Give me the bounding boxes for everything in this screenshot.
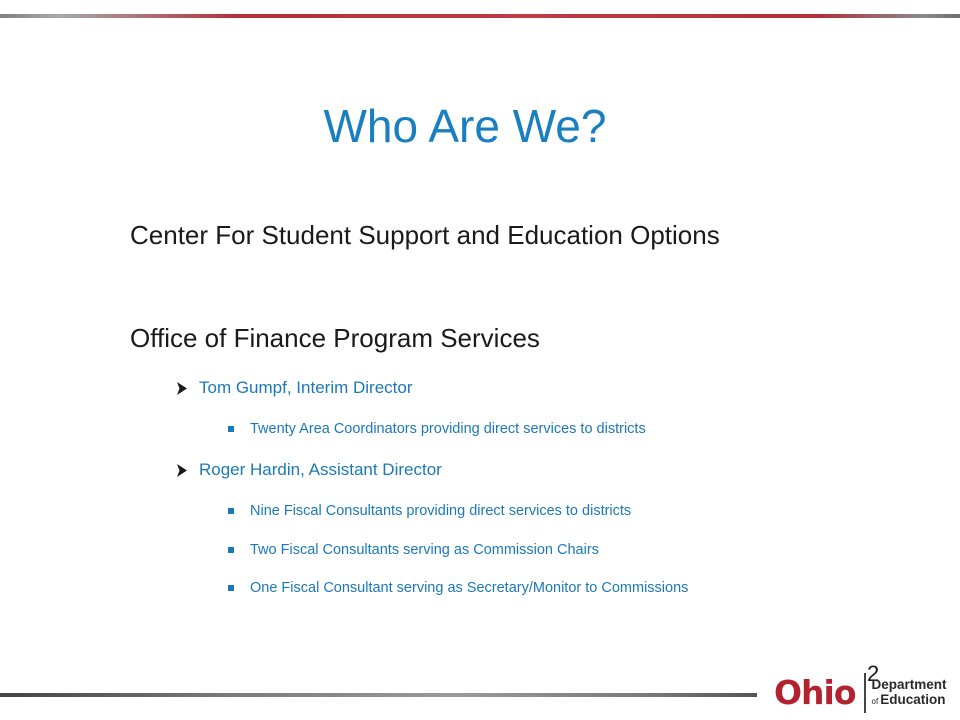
office-heading: Office of Finance Program Services — [130, 323, 540, 353]
arrow-bullet-icon — [177, 464, 187, 477]
sub-bullet-item — [228, 419, 646, 439]
logo-line-2: Education — [880, 692, 946, 707]
ohio-department-of-education-logo — [774, 670, 954, 716]
sub-bullet-item — [228, 501, 631, 521]
sub-bullet-label: One Fiscal Consultant serving as Secretary/Monitor to Commissions — [250, 580, 689, 596]
logo-line-2-small: of — [871, 697, 879, 706]
logo-wordmark: Ohio — [774, 673, 856, 712]
center-heading: Center For Student Support and Education Options — [130, 220, 720, 250]
logo-divider — [864, 673, 866, 713]
sub-bullet-item — [228, 578, 688, 598]
slide-title: Who Are We? — [323, 100, 607, 152]
sub-bullet-label: Two Fiscal Consultants serving as Commission Chairs — [250, 542, 599, 558]
arrow-bullet-icon — [177, 382, 187, 395]
logo-line-1: Department — [871, 677, 947, 692]
sub-bullet-label: Twenty Area Coordinators providing direct services to districts — [250, 421, 646, 437]
square-bullet-icon — [228, 426, 234, 432]
bullet-item-director — [177, 377, 413, 399]
sub-bullet-label: Nine Fiscal Consultants providing direct services to districts — [250, 503, 632, 519]
top-accent-rule — [0, 14, 960, 18]
bullet-item-assistant-director — [177, 459, 442, 481]
square-bullet-icon — [228, 508, 234, 514]
bullet-label: Tom Gumpf, Interim Director — [199, 378, 413, 397]
square-bullet-icon — [228, 585, 234, 591]
bottom-accent-rule — [0, 693, 757, 697]
bullet-label: Roger Hardin, Assistant Director — [199, 460, 442, 479]
sub-bullet-item — [228, 540, 599, 560]
page-number: 2 — [867, 661, 880, 686]
logo-department-text — [872, 677, 947, 709]
square-bullet-icon — [228, 547, 234, 553]
